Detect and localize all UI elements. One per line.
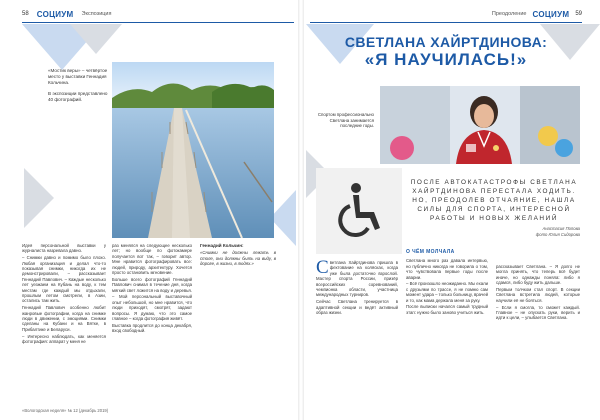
article-column <box>316 257 398 317</box>
section-name: Экспозиция <box>81 11 112 17</box>
decor-triangle <box>70 24 122 54</box>
paragraph: Сейчас Светлана тренируется в адаптивной секции и ведёт активный образ жизни. <box>316 299 398 316</box>
paragraph: Светлана много раз давала интервью, но публично никогда не говорила о том, что чувствовала первые годы после аварии. <box>406 258 488 280</box>
article-column <box>112 243 192 335</box>
article-lead: ПОСЛЕ АВТОКАТАСТРОФЫ СВЕТЛАНА ХАЙРТДИНОВА ПЕРЕСТАЛА ХОДИТЬ. НО, ПРЕОДОЛЕВ ОТЧАЯНИЕ, НАШЛА СИЛЫ ДЛЯ СПОРТА, ИНТЕРЕСНОЙ РАБОТЫ И НОВЫХ ЖЕЛАНИЙ <box>410 179 578 222</box>
wheelchair-icon <box>316 168 402 254</box>
magazine-brand: СОЦИУМ <box>532 9 570 19</box>
article-headline <box>314 34 578 70</box>
right-page-header <box>310 6 582 22</box>
pull-quote: «Снимки не должны лежать в столе, они должны быть на виду, в дороге, в жизни, в людях.» <box>200 250 276 267</box>
headline-line: СВЕТЛАНА ХАЙРТДИНОВА: <box>344 34 548 50</box>
article-byline <box>452 226 580 237</box>
paragraph: Выставка продлится до конца декабря, вход свободный. <box>112 322 192 334</box>
quote-author: Геннадий Кольчин: <box>200 243 244 248</box>
byline-author: Анастасия Попова <box>542 226 580 231</box>
page-number: 59 <box>575 11 582 17</box>
paragraph: – Всё произошло неожиданно. Мы ехали с друзьями по трассе, я не помню сам момент удара – только больницу, врачей и то, как мама держала меня за руку. <box>406 281 488 303</box>
caption-line: «Мостик веры» – четвёртое место у выставки Геннадия Кольчина. <box>48 68 108 85</box>
article-column <box>496 264 580 322</box>
paragraph: Геннадий Павлович особенно любит жанровые фотографии, когда на снимке люди в движении, с эмоциями. Снимки сделаны на Кубани и на Вятке, в Прибалтике и Беларуси. <box>22 305 106 332</box>
page-number: 58 <box>22 11 29 17</box>
paragraph: рассказывает Светлана. – Я долго не могла принять, что теперь всё будет иначе, но однажды поняла: либо я сдамся, либо буду жить дальше. <box>496 264 580 286</box>
paragraph: – Мой персональный выставочный опыт небольшой, но мне нравится, что люди приходят, смотрят, задают вопросы. Я думаю, что это самое главное – когда фотография живёт. <box>112 294 192 322</box>
wheelchair-sign <box>316 168 402 254</box>
lake-bridge-photo <box>112 62 274 238</box>
quote-column <box>200 243 276 268</box>
section-name: Преодоление <box>491 11 527 17</box>
article-column <box>22 243 106 346</box>
photo-caption: Спортом профессионально Светлана занимается последние годы. <box>317 112 374 129</box>
byline-photographer: фото Юлия Сидорова <box>535 231 580 237</box>
paragraph: Идея персональной выставки у журналиста назревала давно. <box>22 243 106 254</box>
page-footer: «Вологодская неделя» № 12 (декабрь 2019) <box>22 408 109 413</box>
magazine-brand: СОЦИУМ <box>36 9 74 19</box>
paragraph: раз менялся на следующее несколько лет; но вообще по фотокамере получается вот так, – говорит автор. Мне нравится фотографировать все: людей, природу, архитектуру. Хочется просто остановить мгновение. <box>112 243 192 276</box>
paragraph <box>316 257 398 298</box>
sport-portrait-photo <box>380 86 580 164</box>
paragraph: Больше всего фотографий Геннадий Павлович снимал в течение дня, когда мягкий свет ложится на воду и деревья. <box>112 276 192 293</box>
left-page-header <box>22 6 294 22</box>
paragraph: – Интересно наблюдать, как меняется фотография: аппарат у меня не <box>22 333 106 345</box>
header-rule <box>310 22 582 23</box>
page-gutter <box>298 0 304 420</box>
headline-line: «Я НАУЧИЛАСЬ!» <box>364 50 528 69</box>
photo-caption <box>48 68 108 108</box>
athlete-image <box>380 86 580 164</box>
paragraph: После выписки начался самый трудный этап: нужно было заново учиться жить. <box>406 304 488 315</box>
lake-bridge-image <box>112 62 274 238</box>
paragraph-text: ветлана Хайртдинова пришла в фехтование на колясках, когда уже была достаточно взрослой. Мастер спорта России, призёр всероссийских соревнований, чемпионка области, участница международных турниров. <box>316 260 398 298</box>
drop-cap: С <box>316 257 329 278</box>
section-subhead: О ЧЁМ МОЛЧАЛА <box>406 249 455 255</box>
caption-line: В экспозиции представлено 40 фотографий. <box>48 91 108 102</box>
decor-triangle <box>24 168 54 228</box>
paragraph: – Если я смогла, то сможет каждый. Главное – не опускать руки, верить и идти к цели, – улыбается Светлана. <box>496 304 580 321</box>
paragraph: Первым толчком стал спорт. В секции Светлана встретила людей, которые научили её не бояться. <box>496 287 580 303</box>
header-rule <box>22 22 294 23</box>
article-column <box>406 250 488 317</box>
paragraph: – Снимки давно и помимо было плохо. Любая организация и делал что-то показывая снимки, никогда их не демонстрировали, – рассказывает Геннадий Павлович. – Каждые несколько лет уезжаем на Кубань на воду, к тем местам где каждый мы отдыхали, прошлым летом смотрели, в Азии, остались там жить. <box>22 255 106 304</box>
